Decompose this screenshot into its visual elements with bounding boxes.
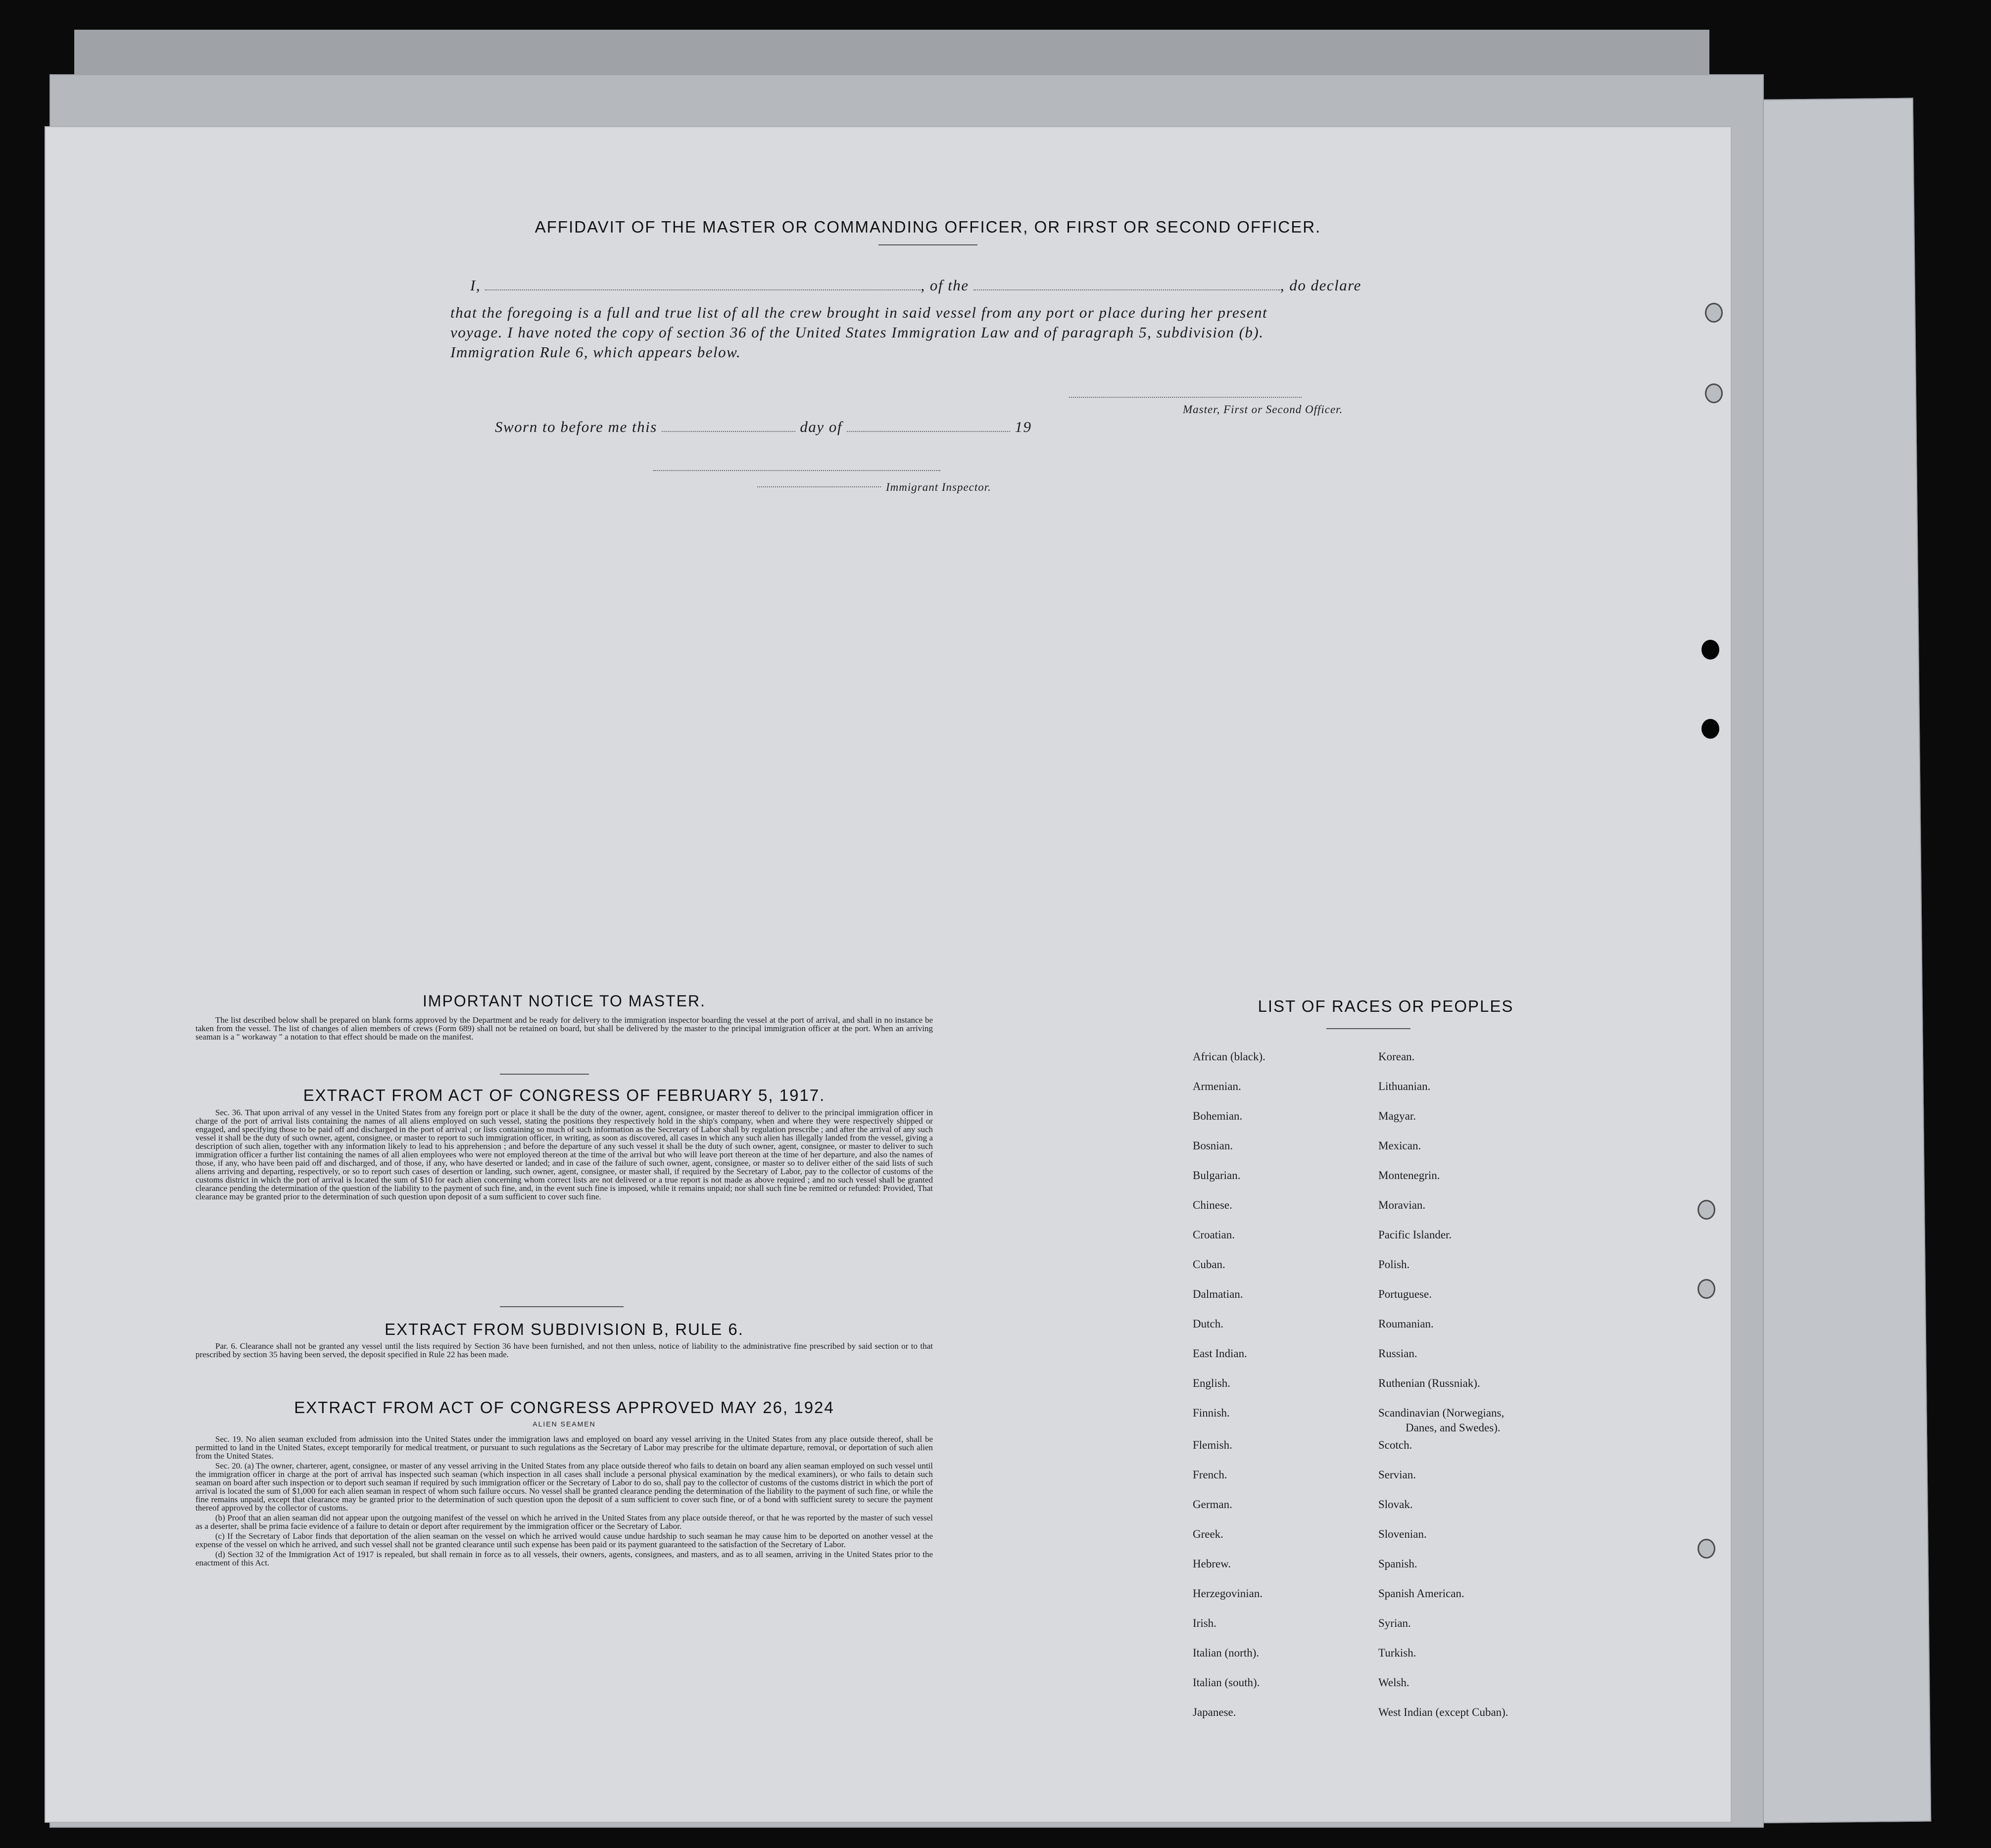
race-item: Bohemian.	[1193, 1110, 1243, 1122]
race-item: Welsh.	[1378, 1676, 1409, 1689]
notice-text: The list described below shall be prepared on blank forms approved by the Department and be ready for delivery to the immigration inspector boarding the vessel at the port of arrival, and shall in no instance be taken from the vessel. The list of changes of alien members of crews (Form 689) shall not be retained on board, but shall be delivered by the master to the principal immigration officer at the port. When an arriving seaman is a " workaway " a notation to that effect should be made on the manifest.	[195, 1015, 933, 1042]
race-item: Finnish.	[1193, 1407, 1230, 1419]
race-item: English.	[1193, 1377, 1231, 1389]
extract-1917-title: EXTRACT FROM ACT OF CONGRESS OF FEBRUARY 5, 1917.	[303, 1086, 826, 1104]
race-item: Russian.	[1378, 1347, 1417, 1360]
race-item: Mexican.	[1378, 1139, 1421, 1152]
month-blank	[847, 431, 1010, 432]
race-item: Syrian.	[1378, 1617, 1411, 1629]
sworn-line	[495, 418, 1031, 436]
name-blank	[485, 289, 921, 290]
extract-1924-paragraph: (b) Proof that an alien seaman did not appear upon the outgoing manifest of the vessel on which he arrived in the United States from any place outside thereof, or that he was reported by the master of such vessel as a deserter, shall be prima facie evidence of a failure to detain or deport after requirement by the immigration officer or the Secretary of Labor.	[195, 1513, 933, 1531]
extract-1924-paragraph: Sec. 19. No alien seaman excluded from admission into the United States under the immigration laws and employed on board any vessel arriving in the United States from any place outside thereof, shall be permitted to land in the United States, except temporarily for medical treatment, or pursuant to such regulations as the Secretary of Labor may prescribe for the ultimate departure, removal, or deportation of such alien from the United States.	[195, 1434, 933, 1461]
affidavit-line-2: that the foregoing is a full and true list of all the crew brought in said vessel from any port or place during her present	[450, 304, 1268, 321]
punch-hole	[1701, 719, 1719, 739]
race-item: Bosnian.	[1193, 1139, 1233, 1152]
signature-label: Master, First or Second Officer.	[1183, 403, 1343, 416]
race-item: Magyar.	[1378, 1110, 1416, 1122]
affidavit-line-4: Immigration Rule 6, which appears below.	[450, 343, 741, 361]
race-item: Spanish American.	[1378, 1587, 1464, 1600]
race-item: Roumanian.	[1378, 1318, 1434, 1330]
signature-line	[1069, 397, 1302, 398]
race-item: Scandinavian (Norwegians,	[1378, 1407, 1505, 1419]
race-item: African (black).	[1193, 1050, 1265, 1063]
races-rule	[1326, 1028, 1410, 1029]
day-of-label: day of	[800, 418, 842, 435]
race-item: Turkish.	[1378, 1647, 1416, 1659]
race-item: French.	[1193, 1469, 1227, 1481]
race-item: East Indian.	[1193, 1347, 1247, 1360]
race-item: Italian (south).	[1193, 1676, 1260, 1689]
race-item: Slovenian.	[1378, 1528, 1427, 1540]
race-item: Dutch.	[1193, 1318, 1223, 1330]
declare-label: , do declare	[1280, 277, 1361, 294]
punch-hole	[1698, 1539, 1715, 1559]
race-item: Korean.	[1378, 1050, 1415, 1063]
notice-rule	[500, 1074, 589, 1075]
extract-rule6-text: Par. 6. Clearance shall not be granted any vessel until the lists required by Section 36 have been furnished, and not then unless, notice of liability to the administrative fine prescribed by said section or to that prescribed by section 35 having been served, the deposit specified in Rule 22 has been made.	[195, 1341, 933, 1359]
race-item: Greek.	[1193, 1528, 1223, 1540]
race-item: Montenegrin.	[1378, 1169, 1440, 1182]
of-the-label: , of the	[921, 277, 969, 294]
race-item: Ruthenian (Russniak).	[1378, 1377, 1480, 1389]
race-item: Polish.	[1378, 1258, 1410, 1271]
race-item: Moravian.	[1378, 1199, 1426, 1211]
affidavit-line-1	[470, 276, 1396, 295]
race-item: West Indian (except Cuban).	[1378, 1706, 1508, 1718]
extract-1924-body	[195, 1435, 933, 1568]
extract-1917-text: Sec. 36. That upon arrival of any vessel in the United States from any foreign port or place it shall be the duty of the owner, agent, consignee, or master thereof to deliver to the principal immigration officer in charge of the port of arrival lists containing the names of all aliens employed on such vessel, stating the positions they respectively hold in the ship's company, when and where they were respectively shipped or engaged, and specifying those to be paid off and discharged in the port of arrival ; or lists containing so much of such information as the Secretary of Labor shall by regulation prescribe ; and after the arrival of any such vessel it shall be the duty of such owner, agent, consignee, or master to report to such immigration officer, in writing, as soon as discovered, all cases in which any such alien has illegally landed from the vessel, giving a description of such alien, together with any information likely to lead to his apprehension ; and before the departure of any such vessel it shall be the duty of such owner, agent, consignee, or master to deliver to such immigration officer a further list containing the names of all alien employees who were not employed thereon at the time of the arrival but who will leave port thereon at the time of her departure, and also the names of those, if any, who have been paid off and discharged, and of those, if any, who have deserted or landed; and in case of the failure of such owner, agent, consignee, or master so to deliver either of the said lists of such aliens arriving and departing, respectively, or so to report such cases of desertion or landing, such owner, agent, consignee, or master shall, if required by the Secretary of Labor, pay to the collector of customs of the customs district in which the port of arrival is located the sum of $10 for each alien concerning whom correct lists are not delivered or a true report is not made as above required ; and no such vessel shall be granted clearance pending the determination of the question of the liability to the payment of such fine, and, in the event such fine is imposed, while it remains unpaid; nor shall such fine be remitted or refunded: Provided, That clearance may be granted prior to the determination of such question upon deposit of a sum sufficient to cover such fine.	[195, 1108, 933, 1201]
extract-rule	[500, 1306, 624, 1307]
affidavit-title: AFFIDAVIT OF THE MASTER OR COMMANDING OFFICER, OR FIRST OR SECOND OFFICER.	[534, 218, 1321, 236]
notice-title: IMPORTANT NOTICE TO MASTER.	[423, 992, 706, 1010]
race-item: Slovak.	[1378, 1498, 1413, 1511]
inspector-label: Immigrant Inspector.	[886, 481, 991, 493]
extract-rule6-title: EXTRACT FROM SUBDIVISION B, RULE 6.	[385, 1320, 744, 1338]
i-label: I,	[470, 277, 481, 294]
inspector-line	[653, 470, 940, 471]
race-item: Irish.	[1193, 1617, 1216, 1629]
race-item: Armenian.	[1193, 1080, 1241, 1092]
race-item: Flemish.	[1193, 1439, 1232, 1451]
race-item: Chinese.	[1193, 1199, 1232, 1211]
race-item: Lithuanian.	[1378, 1080, 1431, 1092]
vessel-blank	[973, 289, 1280, 290]
race-item-continuation: Danes, and Swedes).	[1406, 1422, 1501, 1434]
race-item: Portuguese.	[1378, 1288, 1432, 1300]
race-item: Herzegovinian.	[1193, 1587, 1263, 1600]
extract-1924-paragraph: (d) Section 32 of the Immigration Act of 1917 is repealed, but shall remain in force as to all vessels, their owners, agents, consignees, and masters, and as to all seamen, arriving in the United States prior to the enactment of this Act.	[195, 1550, 933, 1567]
race-item: Servian.	[1378, 1469, 1416, 1481]
year-prefix: 19	[1015, 418, 1032, 435]
races-title: LIST OF RACES OR PEOPLES	[1258, 997, 1514, 1015]
punch-hole	[1705, 383, 1723, 403]
extract-1924-subtitle: ALIEN SEAMEN	[533, 1420, 596, 1428]
title-rule	[878, 244, 977, 245]
punch-hole	[1701, 640, 1719, 660]
race-item: Croatian.	[1193, 1229, 1235, 1241]
day-blank	[662, 431, 795, 432]
race-item: Pacific Islander.	[1378, 1229, 1452, 1241]
race-item: Bulgarian.	[1193, 1169, 1241, 1182]
extract-1924-title: EXTRACT FROM ACT OF CONGRESS APPROVED MAY 26, 1924	[294, 1398, 834, 1417]
race-item: Japanese.	[1193, 1706, 1236, 1718]
punch-hole	[1705, 303, 1723, 323]
inspector-line-short	[757, 486, 881, 487]
race-item: Spanish.	[1378, 1558, 1417, 1570]
extract-1924-paragraph: (c) If the Secretary of Labor finds that deportation of the alien seaman on the vessel on which he arrived would cause undue hardship to such seaman he may cause him to be deported on another vessel at the expense of the vessel on which he arrived, and such vessel shall not be granted clearance until such expense has been paid or its payment guaranteed to the satisfaction of the Secretary of Labor.	[195, 1531, 933, 1549]
race-item: Dalmatian.	[1193, 1288, 1243, 1300]
extract-1924-paragraph: Sec. 20. (a) The owner, charterer, agent, consignee, or master of any vessel arriving in the United States from any place outside thereof who fails to detain on board any alien seaman employed on such vessel until the immigration officer in charge at the port of arrival has inspected such seaman (which inspection in all cases shall include a personal physical examination by the medical examiners), or who fails to detain such seaman on board after such inspection or to deport such seaman if required by such immigration officer or the Secretary of Labor to do so, shall pay to the collector of customs of the customs district in which the port of arrival is located the sum of $1,000 for each alien seaman in respect of whom such failure occurs. No vessel shall be granted clearance pending the determination of the liability to the payment of such fine, or while the fine remains unpaid, except that clearance may be granted prior to the determination of such question upon the deposit of a sum sufficient to cover such fine, or of a bond with sufficient surety to secure the payment thereof approved by the collector of customs.	[195, 1461, 933, 1513]
race-item: Italian (north).	[1193, 1647, 1260, 1659]
sworn-text: Sworn to before me this	[495, 418, 657, 435]
punch-hole	[1698, 1279, 1715, 1299]
punch-hole	[1698, 1200, 1715, 1220]
race-item: Hebrew.	[1193, 1558, 1231, 1570]
race-item: German.	[1193, 1498, 1232, 1511]
race-item: Cuban.	[1193, 1258, 1225, 1271]
affidavit-line-3: voyage. I have noted the copy of section 36 of the United States Immigration Law and of paragraph 5, subdivision (b).	[450, 324, 1264, 341]
race-item: Scotch.	[1378, 1439, 1412, 1451]
